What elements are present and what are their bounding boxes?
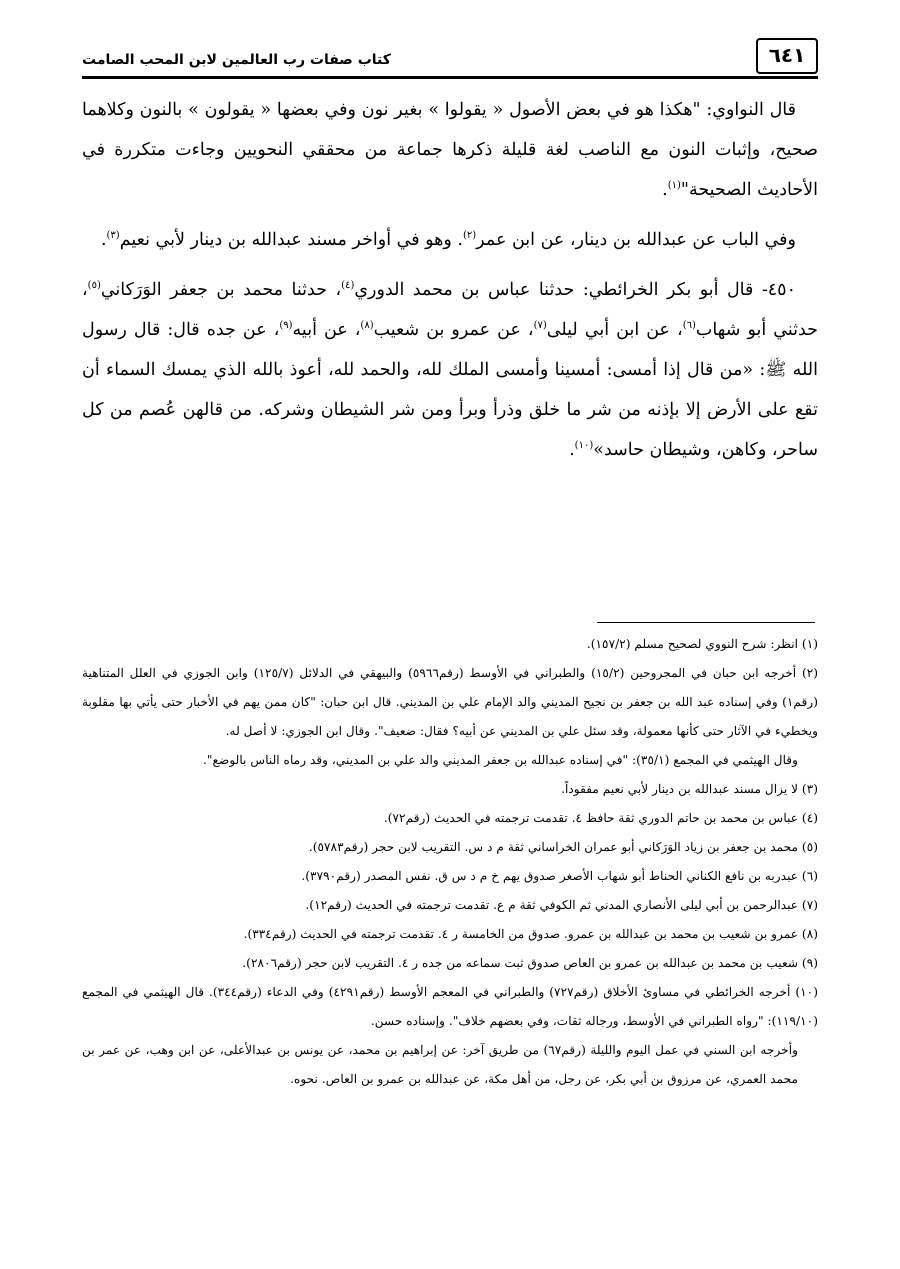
paragraph-text: ، عن عمرو بن شعيب [373, 320, 534, 340]
footnote-divider [597, 622, 815, 623]
running-title: كتاب صفات رب العالمين لابن المحب الصامت [82, 52, 391, 68]
footnote-10: (١٠) أخرجه الخرائطي في مساوئ الأخلاق (رقم٧٢٧) والطبراني في المعجم الأوسط (رقم٤٢٩١) وفي الدعاء (رقم٣٤٤). قال الهيثمي في المجمع (١١٩/١٠): "رواه الطبراني في الأوسط، ورجاله ثقات، وفي بعضهم خلاف". وإسناده حسن. [82, 985, 818, 1028]
paragraph-text: ٤٥٠- قال أبو بكر الخرائطي: حدثنا عباس بن محمد الدوري [354, 280, 796, 300]
main-text [82, 90, 818, 480]
paragraph-bab [82, 220, 818, 260]
footnote-ref-5[interactable]: (٥) [87, 280, 101, 292]
page-header [82, 38, 818, 76]
footnote-6: (٦) عبدربه بن نافع الكناني الحناط أبو شهاب الأصغر صدوق يهم خ م د س ق. نفس المصدر (رقم٣٧٩٠). [301, 869, 818, 883]
footnote-5: (٥) محمد بن جعفر بن زياد الوَرَكاني أبو عمران الخراساني ثقة م د س. التقريب لابن حجر (رقم٥٧٨٣). [308, 840, 818, 854]
footnote-ref-1[interactable]: (١) [667, 180, 681, 192]
paragraph-punct: . [569, 440, 575, 460]
paragraph-text: ، عن جده قال: قال رسول الله ﷺ: «من قال إذا أمسى: أمسينا وأمسى الملك لله، والحمد لله، أعوذ بالله الذي يمسك السماء أن تقع على الأرض إلا بإذنه من شر ما خلق وذرأ وبرأ ومن شر الشيطان وشركه. من قالهن عُصم من كل ساحر، وكاهن، وشيطان حاسد» [82, 320, 818, 460]
footnote-2: (٢) أخرجه ابن حبان في المجروحين (١٥/٢) والطبراني في الأوسط (رقم٥٩٦٦) والبيهقي في الدلائل (١٢٥/٧) وابن الجوزي في العلل المتناهية (رقم١) وفي إسناده عبد الله بن جعفر بن نجيح المديني والد الإمام علي بن المديني. قال ابن حبان: "كان ممن يهم في الأخبار حتى يأتي بها مقلوبة ويخطيء في الآثار حتى كأنها معمولة، وقد سئل علي بن المديني عن أبيه؟ فقال: ضعيف". وقال ابن الجوزي: لا أصل له. [82, 666, 819, 738]
footnote-ref-6[interactable]: (٦) [682, 320, 696, 332]
footnote-ref-7[interactable]: (٧) [533, 320, 547, 332]
paragraph-nawawi-quote [82, 90, 818, 210]
paragraph-text: ، حدثني أبو شهاب [82, 280, 818, 340]
page-number: ٦٤١ [756, 38, 818, 74]
footnote-4: (٤) عباس بن محمد بن حاتم الدوري ثقة حافظ ٤. تقدمت ترجمته في الحديث (رقم٧٢). [383, 811, 818, 825]
footnote-ref-8[interactable]: (٨) [360, 320, 374, 332]
footnote-8: (٨) عمرو بن شعيب بن محمد بن عبدالله بن عمرو. صدوق من الخامسة ر ٤. تقدمت ترجمته في الحديث (رقم٣٣٤). [243, 927, 818, 941]
paragraph-text: ، عن ابن أبي ليلى [546, 320, 683, 340]
footnotes [82, 630, 818, 1094]
footnote-ref-2[interactable]: (٢) [462, 230, 477, 242]
paragraph-text: قال النواوي: "هكذا هو في بعض الأصول « يقولوا » بغير نون وفي بعضها « يقولون » بالنون وكلاهما صحيح، وإثبات النون مع الناصب لغة قليلة ذكرها جماعة من محققي النحويين وجاءت متكررة في الأحاديث الصحيحة" [82, 100, 818, 200]
footnote-ref-4[interactable]: (٤) [341, 280, 355, 292]
footnote-ref-9[interactable]: (٩) [279, 320, 293, 332]
footnote-1: (١) انظر: شرح النووي لصحيح مسلم (١٥٧/٢). [586, 637, 818, 651]
footnote-3: (٣) لا يزال مسند عبدالله بن دينار لأبي نعيم مفقوداً. [561, 782, 818, 796]
footnote-7: (٧) عبدالرحمن بن أبي ليلى الأنصاري المدني ثم الكوفي ثقة م ع. تقدمت ترجمته في الحديث (رقم١٢). [305, 898, 818, 912]
paragraph-punct: . [100, 230, 107, 250]
footnote-ref-3[interactable]: (٣) [106, 230, 120, 242]
paragraph-text: ، حدثنا محمد بن جعفر الوَرَكاني [100, 280, 342, 300]
footnote-2-continuation: وقال الهيثمي في المجمع (٣٥/١): "في إسناده عبدالله بن جعفر المديني والد علي بن المديني، وقد رماه الناس بالوضع". [203, 753, 798, 767]
paragraph-punct: . [662, 180, 668, 200]
paragraph-text: وفي الباب عن عبدالله بن دينار، عن ابن عمر [476, 230, 796, 250]
footnote-9: (٩) شعيب بن محمد بن عبدالله بن عمرو بن العاص صدوق ثبت سماعه من جده ر ٤. التقريب لابن حجر (رقم٢٨٠٦). [242, 956, 818, 970]
footnote-10-continuation: وأخرجه ابن السني في عمل اليوم والليلة (رقم٦٧) من طريق آخر: عن إبراهيم بن محمد، عن يونس بن عبدالأعلى، عن ابن وهب، عن عمر بن محمد العمري، عن مرزوق بن أبي بكر، عن رجل، من أهل مكة، عن عبدالله بن عمرو بن العاص. نحوه. [82, 1043, 798, 1086]
paragraph-text: . وهو في أواخر مسند عبدالله بن دينار لأبي نعيم [119, 230, 463, 250]
hadith-450 [82, 270, 818, 470]
header-divider [82, 76, 818, 79]
paragraph-text: ، عن أبيه [292, 320, 361, 340]
footnote-ref-10[interactable]: (١٠) [574, 440, 594, 452]
